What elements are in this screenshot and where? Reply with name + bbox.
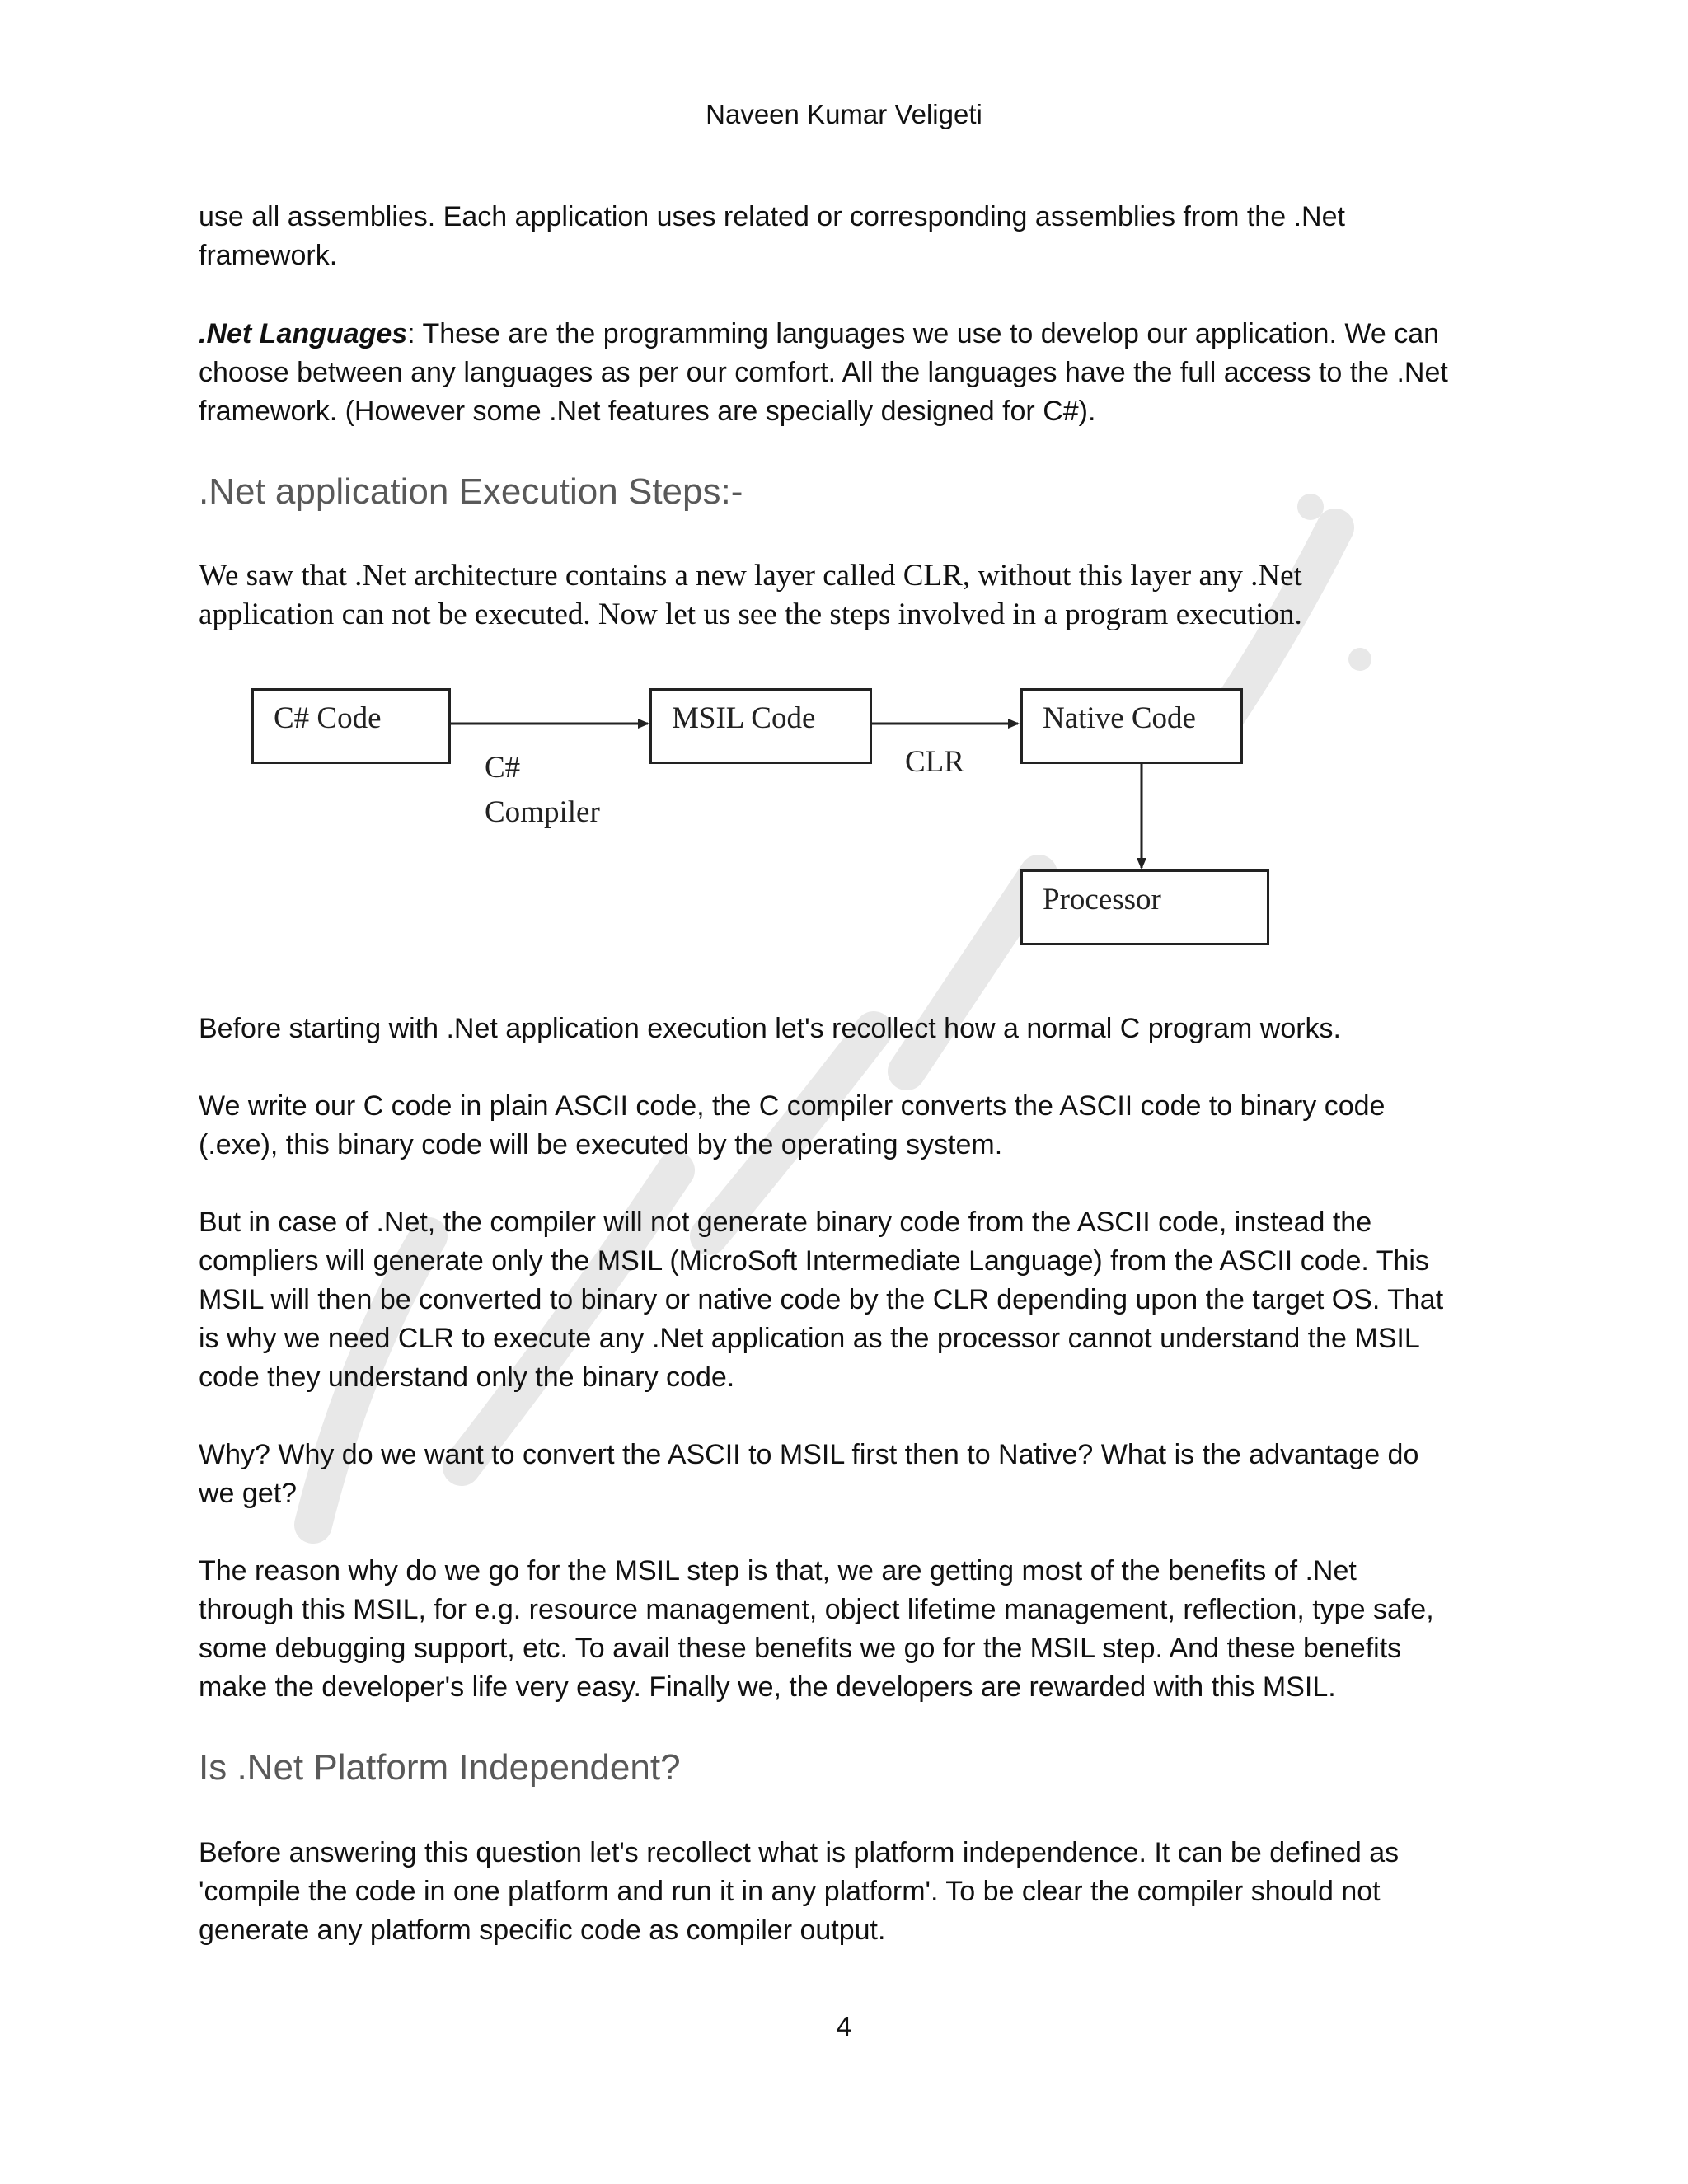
net-languages-term: .Net Languages: [199, 318, 408, 349]
execution-diagram: [247, 688, 1286, 960]
page-header-author: Naveen Kumar Veligeti: [706, 99, 982, 129]
label-compiler: [485, 746, 600, 835]
heading-execution-steps: .Net application Execution Steps:-: [199, 471, 743, 512]
body-p1: Before starting with .Net application execution let's recollect how a normal C program works.: [199, 1013, 1341, 1044]
box-csharp-code: C# Code: [251, 688, 451, 764]
heading-platform-independent: Is .Net Platform Independent?: [199, 1747, 681, 1788]
label-compiler-line-1: C#: [485, 751, 521, 785]
body-p3-line-5: code they understand only the binary code.: [199, 1361, 735, 1393]
intro-line-1: use all assemblies. Each application uses related or corresponding assemblies from the .Net: [199, 201, 1345, 232]
body-p5-line-4: make the developer's life very easy. Finally we, the developers are rewarded with this MSIL.: [199, 1671, 1336, 1703]
intro-line-2: framework.: [199, 240, 338, 271]
label-compiler-line-2: Compiler: [485, 795, 600, 829]
net-languages-line-2: choose between any languages as per our comfort. All the languages have the full access to the .Net: [199, 357, 1448, 388]
body-p2-line-1: We write our C code in plain ASCII code, the C compiler converts the ASCII code to binary code: [199, 1090, 1386, 1122]
net-languages-line-3: framework. (However some .Net features are specially designed for C#).: [199, 396, 1096, 427]
net-languages-line-1-rest: : These are the programming languages we use to develop our application. We can: [407, 318, 1440, 349]
box-msil-code: MSIL Code: [649, 688, 872, 764]
execution-intro-line-2: application can not be executed. Now let us see the steps involved in a program execution.: [199, 598, 1302, 631]
execution-intro-line-1: We saw that .Net architecture contains a new layer called CLR, without this layer any .Net: [199, 559, 1302, 593]
box-native-code: Native Code: [1020, 688, 1243, 764]
body-p3-line-1: But in case of .Net, the compiler will not generate binary code from the ASCII code, instead the: [199, 1207, 1372, 1238]
platform-line-1: Before answering this question let's recollect what is platform independence. It can be defined as: [199, 1837, 1400, 1868]
label-clr: CLR: [905, 745, 964, 779]
body-p5-line-3: some debugging support, etc. To avail these benefits we go for the MSIL step. And these benefits: [199, 1633, 1402, 1664]
body-p5-line-1: The reason why do we go for the MSIL step is that, we are getting most of the benefits of .Net: [199, 1555, 1357, 1586]
net-languages-line-1: [199, 315, 1501, 354]
platform-line-2: 'compile the code in one platform and run it in any platform'. To be clear the compiler should not: [199, 1876, 1381, 1907]
body-p5-line-2: through this MSIL, for e.g. resource management, object lifetime management, reflection, type safe,: [199, 1594, 1434, 1625]
box-processor: Processor: [1020, 869, 1269, 945]
page-number: 4: [836, 2011, 852, 2041]
body-p3-line-3: MSIL will then be converted to binary or native code by the CLR depending upon the target OS. That: [199, 1284, 1444, 1315]
body-p3-line-2: compliers will generate only the MSIL (MicroSoft Intermediate Language) from the ASCII code. This: [199, 1245, 1429, 1277]
body-p2-line-2: (.exe), this binary code will be executed by the operating system.: [199, 1129, 1003, 1160]
body-p4-line-2: we get?: [199, 1478, 298, 1509]
body-p4-line-1: Why? Why do we want to convert the ASCII to MSIL first then to Native? What is the advantage do: [199, 1439, 1419, 1470]
platform-line-3: generate any platform specific code as compiler output.: [199, 1915, 886, 1946]
body-p3-line-4: is why we need CLR to execute any .Net application as the processor cannot understand the MSIL: [199, 1323, 1420, 1354]
